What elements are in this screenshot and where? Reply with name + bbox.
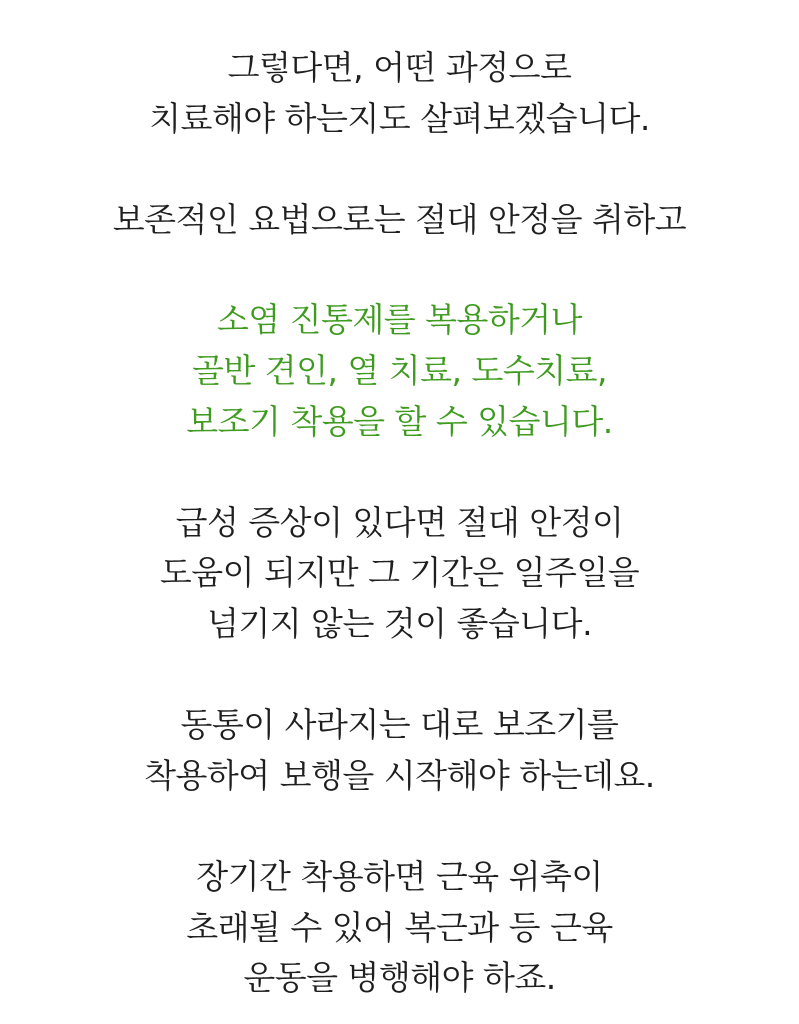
paragraph-6-line-1: 장기간 착용하면 근육 위축이	[196, 857, 603, 896]
paragraph-1-line-1: 그렇다면, 어떤 과정으로	[227, 48, 572, 87]
highlight-line-1: 소염 진통제를 복용하거나	[216, 300, 583, 339]
paragraph-4-line-3: 넘기지 않는 것이 좋습니다.	[206, 604, 593, 643]
paragraph-4-line-2: 도움이 되지만 그 기간은 일주일을	[159, 553, 640, 592]
highlight-line-2: 골반 견인, 열 치료, 도수치료,	[191, 351, 608, 390]
paragraph-6-line-3: 운동을 병행해야 하죠.	[243, 958, 556, 997]
paragraph-6-line-2: 초래될 수 있어 복근과 등 근육	[186, 908, 613, 947]
paragraph-5-line-1: 동통이 사라지는 대로 보조기를	[180, 705, 619, 744]
paragraph-4-line-1: 급성 증상이 있다면 절대 안정이	[175, 503, 624, 542]
paragraph-2-line-1: 보존적인 요법으로는 절대 안정을 취하고	[112, 200, 687, 239]
highlight-line-3: 보조기 착용을 할 수 있습니다.	[186, 402, 613, 441]
paragraph-5-line-2: 착용하여 보행을 시작해야 하는데요.	[144, 756, 655, 795]
paragraph-1-line-2: 치료해야 하는지도 살펴보겠습니다.	[149, 99, 650, 138]
